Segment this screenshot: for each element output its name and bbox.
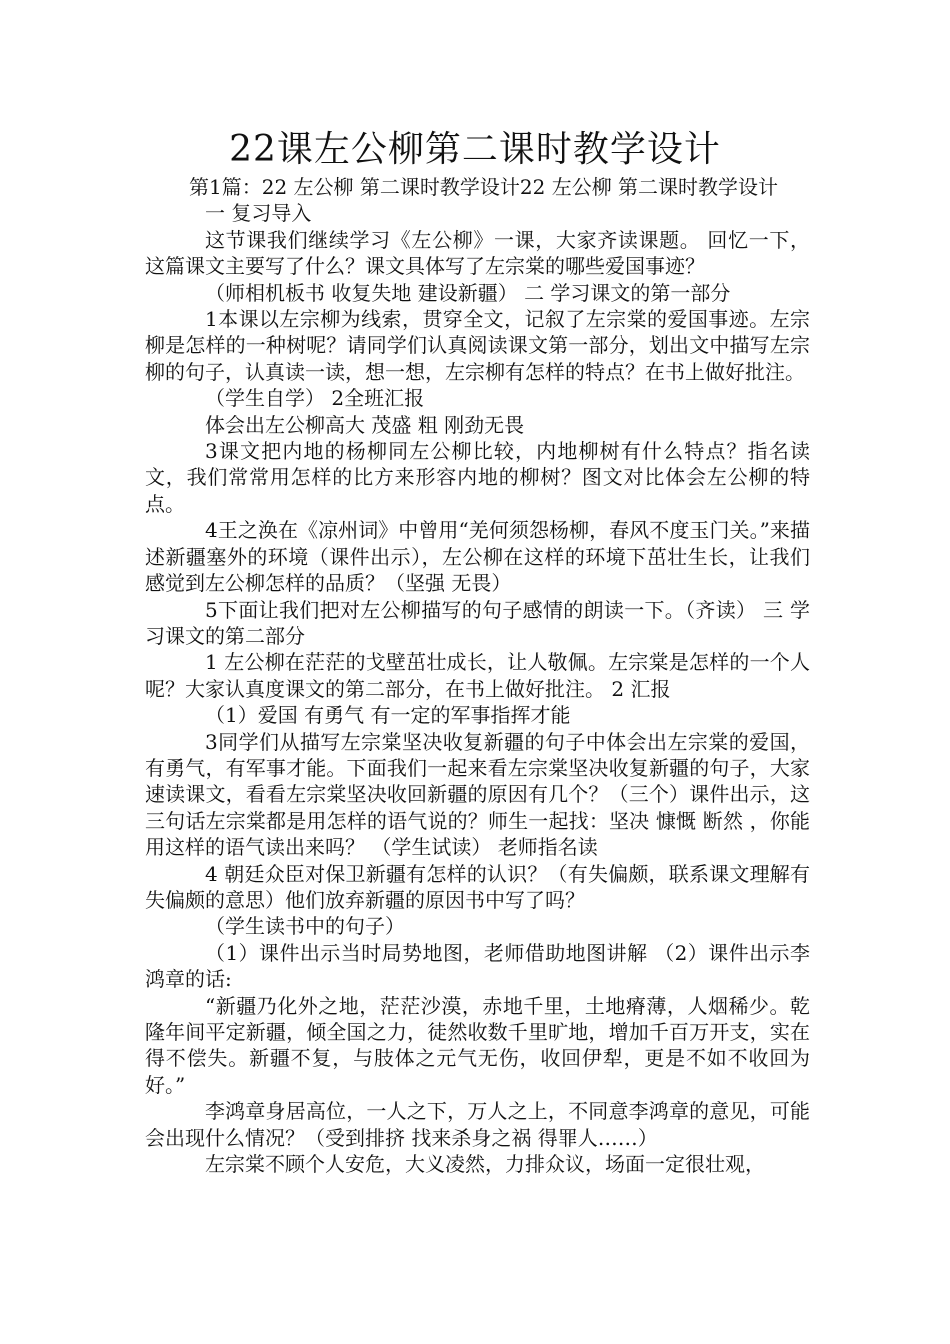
paragraph-p17: “新疆乃化外之地，茫茫沙漠，赤地千里，土地瘠薄，人烟稀少。乾隆年间平定新疆，倾全国之力，徒然收数千里旷地，增加千百万开支，实在得不偿失。新疆不复，与肢体之元气无伤，收回伊犁，更是不如不收回为好。” bbox=[145, 993, 810, 1097]
paragraph-p7: 体会出左公柳高大 茂盛 粗 刚劲无畏 bbox=[205, 412, 525, 437]
paragraph-p5: 1本课以左宗柳为线索，贯穿全文，记叙了左宗棠的爱国事迹。左宗柳是怎样的一种树呢？请同学们认真阅读课文第一部分，划出文中描写左宗柳的句子，认真读一读，想一想，左宗柳有怎样的特点？在书上做好批注。 bbox=[145, 307, 810, 384]
paragraph-p16: （1）课件出示当时局势地图，老师借助地图讲解 （2）课件出示李鸿章的话: bbox=[145, 940, 810, 992]
paragraph-p3: 这节课我们继续学习《左公柳》一课，大家齐读课题。 回忆一下，这篇课文主要写了什么？课文具体写了左宗棠的哪些爱国事迹？ bbox=[145, 227, 810, 279]
paragraph-p19: 左宗棠不顾个人安危，大义凌然，力排众议，场面一定很壮观， bbox=[205, 1152, 765, 1177]
paragraph-p2: 一 复习导入 bbox=[205, 201, 312, 226]
document-title: 22课左公柳第二课时教学设计 bbox=[229, 129, 721, 170]
paragraph-p9: 4王之涣在《凉州词》中曾用“羌何须怨杨柳，春风不度玉门关。”来描述新疆塞外的环境（课件出示），左公柳在这样的环境下茁壮生长，让我们感觉到左公柳怎样的品质？（坚强 无畏） bbox=[145, 518, 810, 596]
paragraph-p11: 1 左公柳在茫茫的戈壁茁壮成长，让人敬佩。左宗棠是怎样的一个人呢？大家认真度课文的第二部分，在书上做好批注。 2 汇报 bbox=[145, 650, 810, 701]
paragraph-p4: （师相机板书 收复失地 建设新疆） 二 学习课文的第一部分 bbox=[205, 280, 731, 305]
paragraph-p8: 3课文把内地的杨柳同左公柳比较，内地柳树有什么特点？指名读文，我们常常用怎样的比方来形容内地的柳树？图文对比体会左公柳的特点。 bbox=[145, 439, 810, 516]
paragraph-p6: （学生自学） 2全班汇报 bbox=[205, 386, 425, 411]
paragraph-p1: 第1篇：22 左公柳 第二课时教学设计22 左公柳 第二课时教学设计 bbox=[189, 175, 779, 199]
paragraph-p15: （学生读书中的句子） bbox=[205, 914, 405, 939]
paragraph-p12: （1）爱国 有勇气 有一定的军事指挥才能 bbox=[205, 703, 571, 728]
document-body bbox=[145, 174, 810, 1177]
paragraph-p14: 4 朝廷众臣对保卫新疆有怎样的认识？（有失偏颇，联系课文理解有失偏颇的意思）他们放弃新疆的原因书中写了吗？ bbox=[145, 861, 810, 912]
paragraph-p18: 李鸿章身居高位，一人之下，万人之上，不同意李鸿章的意见，可能会出现什么情况？（受到排挤 找来杀身之祸 得罪人……） bbox=[145, 1099, 810, 1150]
paragraph-p13: 3同学们从描写左宗棠坚决收复新疆的句子中体会出左宗棠的爱国，有勇气，有军事才能。下面我们一起来看左宗棠坚决收复新疆的句子，大家速读课文，看看左宗棠坚决收回新疆的原因有几个？（三个）课件出示，这三句话左宗棠都是用怎样的语气说的？师生一起找：坚决 慷慨 断然 ，你能用这样的语气读出来吗？ （学生试读） 老师指名读 bbox=[145, 729, 810, 860]
paragraph-p10: 5下面让我们把对左公柳描写的句子感情的朗读一下。（齐读） 三 学习课文的第二部分 bbox=[145, 597, 810, 648]
